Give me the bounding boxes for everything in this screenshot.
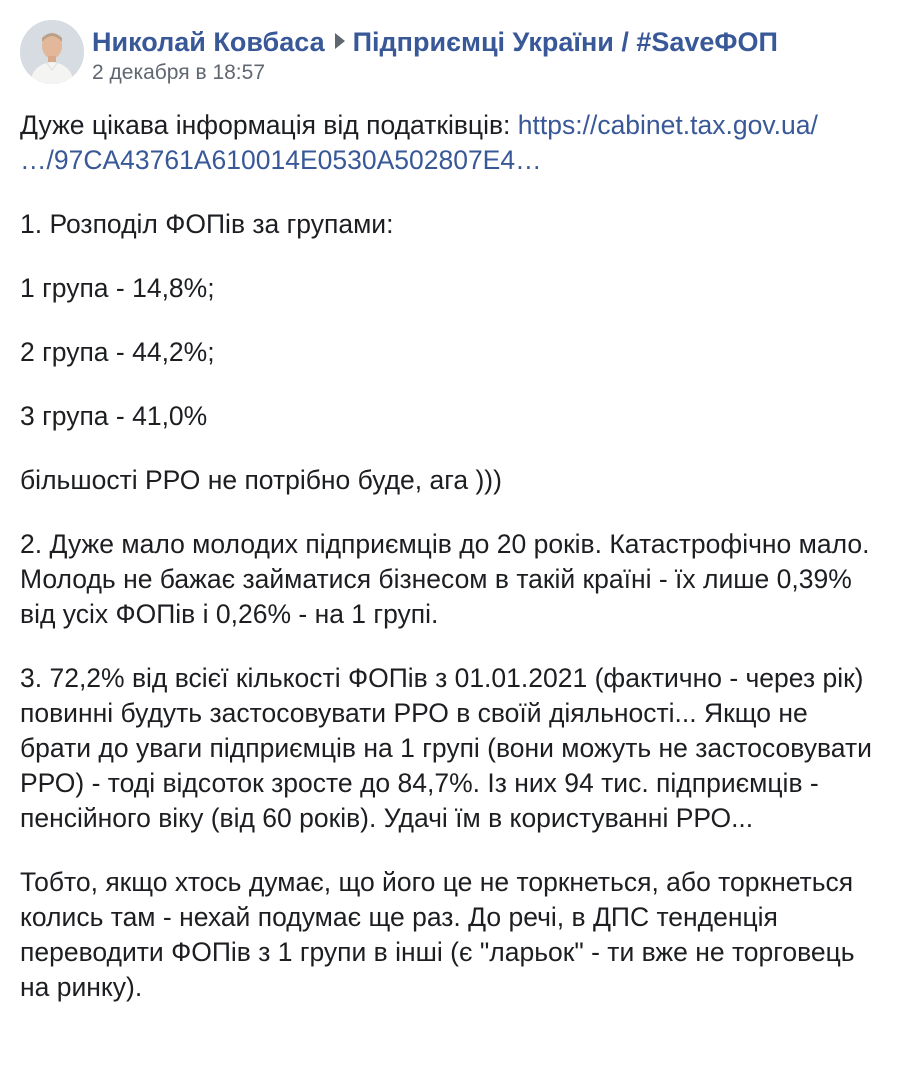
post-author-info <box>92 24 778 86</box>
group-name-link[interactable]: Підприємці України / #SaveФОП <box>352 27 778 57</box>
post-paragraph: 2. Дуже мало молодих підприємців до 20 років. Катастрофічно мало. Молодь не бажає займатися бізнесом в такій країні - їх лише 0,39% від усіх ФОПів і 0,26% - на 1 групі. <box>20 529 870 629</box>
post-paragraph: 1. Розподіл ФОПів за групами: <box>20 209 394 239</box>
post-paragraph: більшості РРО не потрібно буде, ага ))) <box>20 465 502 495</box>
user-avatar-icon <box>20 20 84 84</box>
author-avatar[interactable] <box>20 20 84 84</box>
post-paragraph: Тобто, якщо хтось думає, що його це не торкнеться, або торкнеться колись там - нехай подумає ще раз. До речі, в ДПС тенденція переводити ФОПів з 1 групи в інші (є "ларьок" - ти вже не торговець на ринку). <box>20 867 855 1002</box>
triangle-right-icon <box>335 33 345 49</box>
post-header <box>20 20 880 84</box>
post-paragraph: 3. 72,2% від всієї кількості ФОПів з 01.01.2021 (фактично - через рік) повинні будуть застосовувати РРО в своїй діяльності... Якщо не брати до уваги підприємців на 1 групі (вони можуть не застосовувати РРО) - тоді відсоток зросте до 84,7%. Із них 94 тис. підприємців - пенсійного віку (від 60 років). Удачі їм в користуванні РРО... <box>20 663 872 833</box>
post-intro-paragraph <box>20 108 880 178</box>
post-paragraph: 3 група - 41,0% <box>20 401 208 431</box>
author-group-line <box>92 24 778 60</box>
post-timestamp[interactable]: 2 декабря в 18:57 <box>92 61 265 84</box>
post-body <box>20 108 880 1034</box>
link-line-2: …/97CA43761A610014E0530A502807E4… <box>20 145 542 175</box>
post-paragraph: 2 група - 44,2%; <box>20 337 215 367</box>
link-line-1: https://cabinet.tax.gov.ua/ <box>517 110 818 140</box>
author-name-link[interactable]: Николай Ковбаса <box>92 27 325 57</box>
intro-text: Дуже цікава інформація від податківців: <box>20 110 518 140</box>
post-paragraph: 1 група - 14,8%; <box>20 273 215 303</box>
